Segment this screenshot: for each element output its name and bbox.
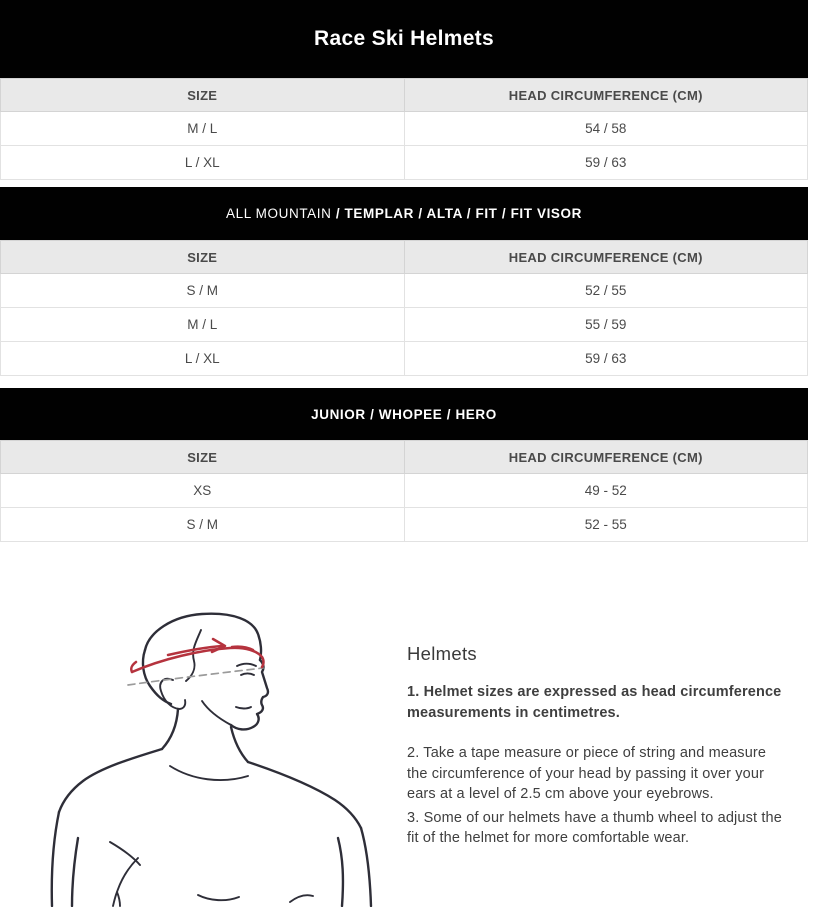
section-all-mountain (0, 187, 808, 376)
table-row (1, 308, 808, 342)
size-table-all-mountain (0, 240, 808, 376)
circumference-cell: 52 - 55 (404, 508, 808, 542)
banner-title: Race Ski Helmets (314, 27, 494, 50)
section-banner-all-mountain (0, 187, 808, 240)
table-row (1, 146, 808, 180)
banner-prefix: ALL MOUNTAIN (226, 206, 336, 221)
banner-title: JUNIOR / WHOPEE / HERO (311, 406, 497, 422)
banner-title: / TEMPLAR / ALTA / FIT / FIT VISOR (335, 206, 582, 221)
size-cell: L / XL (1, 146, 405, 180)
size-table-junior (0, 440, 808, 542)
column-header-size: SIZE (1, 79, 405, 112)
guide-step-2: 2. Take a tape measure or piece of string and measure the circumference of your head by passing it over your ears at a level of 2.5 cm above your eyebrows. (407, 745, 767, 803)
size-cell: L / XL (1, 342, 405, 376)
table-row (1, 112, 808, 146)
table-header-row (1, 241, 808, 274)
guide-heading: Helmets (407, 643, 477, 664)
size-table-race (0, 78, 808, 180)
table-header-row (1, 79, 808, 112)
column-header-circumference: HEAD CIRCUMFERENCE (CM) (404, 79, 808, 112)
tape-measure-line (131, 639, 263, 672)
guide-text-block (407, 605, 785, 907)
circumference-cell: 59 / 63 (404, 342, 808, 376)
column-header-circumference: HEAD CIRCUMFERENCE (CM) (404, 441, 808, 474)
column-header-size: SIZE (1, 441, 405, 474)
size-cell: M / L (1, 112, 405, 146)
circumference-cell: 55 / 59 (404, 308, 808, 342)
section-junior (0, 388, 808, 542)
circumference-cell: 59 / 63 (404, 146, 808, 180)
size-cell: M / L (1, 308, 405, 342)
table-header-row (1, 441, 808, 474)
table-row (1, 474, 808, 508)
circumference-cell: 54 / 58 (404, 112, 808, 146)
circumference-cell: 49 - 52 (404, 474, 808, 508)
section-race-helmets (0, 0, 808, 180)
size-cell: S / M (1, 508, 405, 542)
person-sketch-icon (50, 605, 390, 907)
column-header-size: SIZE (1, 241, 405, 274)
table-row (1, 274, 808, 308)
head-measurement-illustration (50, 605, 390, 907)
measurement-guide (0, 605, 808, 907)
circumference-cell: 52 / 55 (404, 274, 808, 308)
table-row (1, 342, 808, 376)
table-row (1, 508, 808, 542)
section-banner-junior (0, 388, 808, 440)
guide-step-3: 3. Some of our helmets have a thumb wheel to adjust the fit of the helmet for more comfortable wear. (407, 809, 782, 847)
size-cell: S / M (1, 274, 405, 308)
section-banner-race (0, 0, 808, 78)
column-header-circumference: HEAD CIRCUMFERENCE (CM) (404, 241, 808, 274)
guide-step-1: 1. Helmet sizes are expressed as head circumference measurements in centimetres. (407, 684, 782, 721)
size-cell: XS (1, 474, 405, 508)
